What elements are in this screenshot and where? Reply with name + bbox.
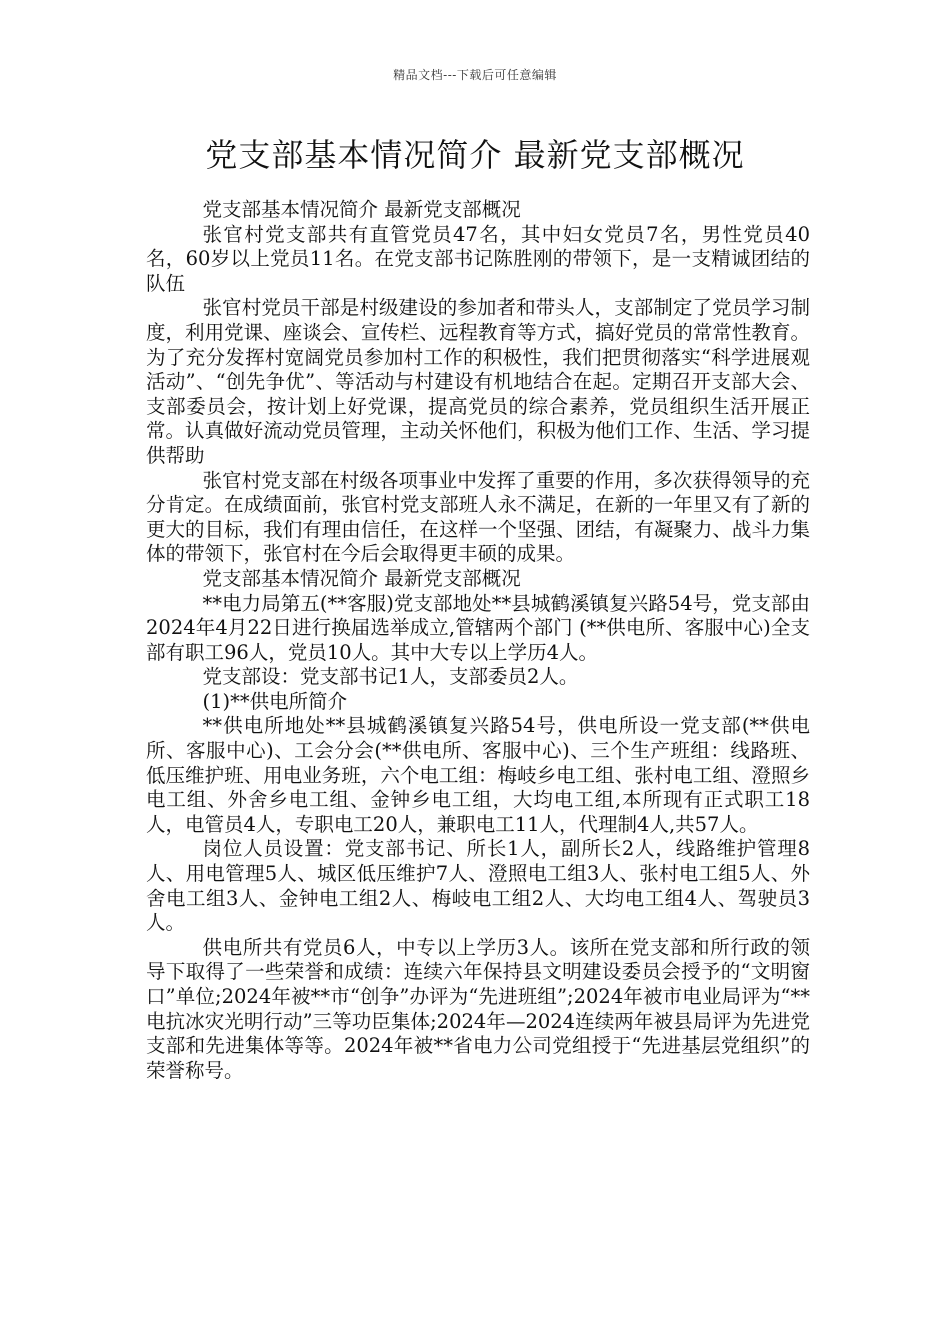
paragraph: 张官村党支部在村级各项事业中发挥了重要的作用，多次获得领导的充分肯定。在成绩面前，张官村党支部班人永不满足，在新的一年里又有了新的更大的目标，我们有理由信任，在这样一个坚强、团结，有凝聚力、战斗力集体的带领下，张官村在今后会取得更丰硕的成果。	[146, 468, 810, 566]
paragraph: (1)**供电所简介	[202, 689, 348, 713]
paragraph: **供电所地处**县城鹤溪镇复兴路54号，供电所设一党支部(**供电所、客服中心)、工会分会(**供电所、客服中心)、三个生产班组：线路班、低压维护班、用电业务班，六个电工组：梅岐乡电工组、张村电工组、澄照乡电工组、外舍乡电工组、金钟乡电工组，大均电工组,本所现有正式职工18人，电管员4人，专职电工20人，兼职电工11人，代理制4人,共57人。	[146, 714, 810, 836]
paragraph: 岗位人员设置：党支部书记、所长1人，副所长2人，线路维护管理8人、用电管理5人、城区低压维护7人、澄照电工组3人、张村电工组5人、外舍电工组3人、金钟电工组2人、梅岐电工组2人、大均电工组4人、驾驶员3人。	[146, 837, 810, 935]
header-note: 精品文档---下载后可任意编辑	[393, 68, 557, 82]
paragraph: 党支部设：党支部书记1人，支部委员2人。	[202, 665, 579, 689]
paragraph: **电力局第五(**客服)党支部地处**县城鹤溪镇复兴路54号，党支部由2024年4月22日进行换届选举成立,管辖两个部门 (**供电所、客服中心)全支部有职工96人，党员10人。其中大专以上学历4人。	[146, 591, 810, 664]
document-title: 党支部基本情况简介 最新党支部概况	[205, 136, 745, 174]
paragraph: 张官村党支部共有直管党员47名，其中妇女党员7名，男性党员40名，60岁以上党员11名。在党支部书记陈胜刚的带领下，是一支精诚团结的队伍	[146, 222, 810, 295]
paragraph: 供电所共有党员6人，中专以上学历3人。该所在党支部和所行政的领导下取得了一些荣誉和成绩：连续六年保持县文明建设委员会授予的“文明窗口”单位;2024年被**市“创争”办评为“先进班组”;2024年被市电业局评为“**电抗冰灾光明行动”三等功臣集体;2024年—2024连续两年被县局评为先进党支部和先进集体等等。2024年被**省电力公司党组授于“先进基层党组织”的荣誉称号。	[146, 935, 810, 1082]
paragraph: 张官村党员干部是村级建设的参加者和带头人，支部制定了党员学习制度，利用党课、座谈会、宣传栏、远程教育等方式，搞好党员的常常性教育。为了充分发挥村宽阔党员参加村工作的积极性，我们把贯彻落实“科学进展观活动”、“创先争优”、等活动与村建设有机地结合在起。定期召开支部大会、支部委员会，按计划上好党课，提高党员的综合素养，党员组织生活开展正常。认真做好流动党员管理，主动关怀他们，积极为他们工作、生活、学习提供帮助	[146, 296, 810, 467]
document-body	[146, 198, 810, 1083]
paragraph: 党支部基本情况简介 最新党支部概况	[202, 566, 521, 590]
paragraph: 党支部基本情况简介 最新党支部概况	[202, 198, 521, 221]
